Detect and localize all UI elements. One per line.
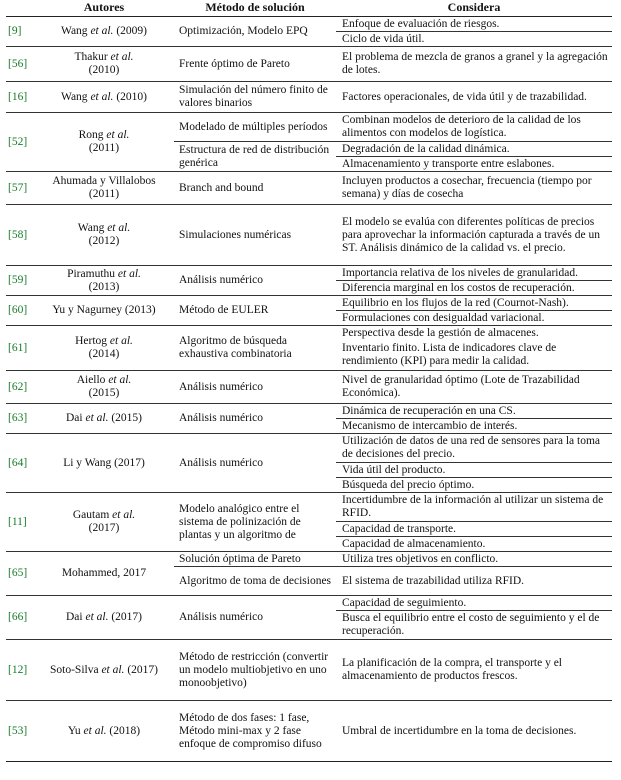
header-row bbox=[6, 0, 612, 17]
considera-cell: El modelo se evalúa con diferentes políticas de precios para aprovechar la información capturada a través de un ST. Análisis dinámico de la calidad vs. el precio. bbox=[336, 205, 612, 266]
ref-link[interactable]: [59] bbox=[6, 266, 34, 296]
considera-cell: Utiliza tres objetivos en conflicto. bbox=[336, 552, 612, 567]
literature-table bbox=[6, 0, 612, 762]
considera-cell: La planificación de la compra, el transporte y el almacenamiento de productos frescos. bbox=[336, 640, 612, 701]
considera-cell: Busca el equilibrio entre el costo de seguimiento y el de recuperación. bbox=[336, 611, 612, 640]
considera-cell: Mecanismo de intercambio de interés. bbox=[336, 419, 612, 434]
method-cell: Solución óptima de Pareto bbox=[174, 552, 336, 567]
considera-cell: Factores operacionales, de vida útil y de trazabilidad. bbox=[336, 82, 612, 113]
method-cell: Modelado de múltiples períodos bbox=[174, 113, 336, 142]
ref-link[interactable]: [11] bbox=[6, 493, 34, 552]
ref-link[interactable]: [62] bbox=[6, 371, 34, 404]
considera-cell: Capacidad de almacenamiento. bbox=[336, 537, 612, 552]
author-cell: Wang et al. (2010) bbox=[34, 82, 174, 113]
table-row bbox=[6, 296, 612, 311]
author-cell: Yu y Nagurney (2013) bbox=[34, 296, 174, 326]
considera-cell: Búsqueda del precio óptimo. bbox=[336, 478, 612, 493]
considera-cell: Almacenamiento y transporte entre eslabones. bbox=[336, 157, 612, 172]
table-row bbox=[6, 113, 612, 142]
considera-cell: Dinámica de recuperación en una CS. bbox=[336, 404, 612, 419]
considera-cell: Diferencia marginal en los costos de recuperación. bbox=[336, 281, 612, 296]
table-row bbox=[6, 640, 612, 701]
method-cell: Método de dos fases: 1 fase, Método mini-max y 2 fase enfoque de compromiso difuso bbox=[174, 701, 336, 762]
table-row bbox=[6, 701, 612, 762]
table-row bbox=[6, 552, 612, 567]
method-cell: Algoritmo de búsqueda exhaustiva combinatoria bbox=[174, 326, 336, 371]
considera-cell: Importancia relativa de los niveles de granularidad. bbox=[336, 266, 612, 281]
ref-link[interactable]: [16] bbox=[6, 82, 34, 113]
method-cell: Frente óptimo de Pareto bbox=[174, 47, 336, 82]
considera-cell: El problema de mezcla de granos a granel y la agregación de lotes. bbox=[336, 47, 612, 82]
method-cell: Simulaciones numéricas bbox=[174, 205, 336, 266]
method-cell: Análisis numérico bbox=[174, 596, 336, 640]
considera-cell: Ciclo de vida útil. bbox=[336, 32, 612, 47]
author-cell: Ahumada y Villalobos (2011) bbox=[34, 172, 174, 205]
author-cell: Wang et al. (2012) bbox=[34, 205, 174, 266]
ref-link[interactable]: [12] bbox=[6, 640, 34, 701]
considera-cell: El sistema de trazabilidad utiliza RFID. bbox=[336, 567, 612, 596]
method-cell: Método de restricción (convertir un modelo multiobjetivo en uno monoobjetivo) bbox=[174, 640, 336, 701]
ref-link[interactable]: [66] bbox=[6, 596, 34, 640]
ref-link[interactable]: [52] bbox=[6, 113, 34, 172]
table-row bbox=[6, 266, 612, 281]
table-row bbox=[6, 326, 612, 341]
author-cell: Hertog et al. (2014) bbox=[34, 326, 174, 371]
considera-cell: Utilización de datos de una red de sensores para la toma de decisiones del precio. bbox=[336, 434, 612, 463]
header-ref bbox=[6, 0, 34, 17]
table-row bbox=[6, 172, 612, 205]
header-metodo: Método de solución bbox=[174, 0, 336, 17]
author-cell: Li y Wang (2017) bbox=[34, 434, 174, 493]
ref-link[interactable]: [57] bbox=[6, 172, 34, 205]
header-autores: Autores bbox=[34, 0, 174, 17]
header-considera: Considera bbox=[336, 0, 612, 17]
considera-cell: Incertidumbre de la información al utilizar un sistema de RFID. bbox=[336, 493, 612, 522]
ref-link[interactable]: [56] bbox=[6, 47, 34, 82]
ref-link[interactable]: [61] bbox=[6, 326, 34, 371]
author-cell: Piramuthu et al. (2013) bbox=[34, 266, 174, 296]
table-row bbox=[6, 17, 612, 32]
table-row bbox=[6, 404, 612, 419]
author-cell: Dai et al. (2017) bbox=[34, 596, 174, 640]
ref-link[interactable]: [58] bbox=[6, 205, 34, 266]
author-cell: Yu et al. (2018) bbox=[34, 701, 174, 762]
author-cell: Wang et al. (2009) bbox=[34, 17, 174, 47]
table-row bbox=[6, 82, 612, 113]
considera-cell: Vida útil del producto. bbox=[336, 463, 612, 478]
method-cell: Análisis numérico bbox=[174, 266, 336, 296]
table-row bbox=[6, 47, 612, 82]
ref-link[interactable]: [9] bbox=[6, 17, 34, 47]
considera-cell: Perspectiva desde la gestión de almacenes. bbox=[336, 326, 612, 341]
method-cell: Optimización, Modelo EPQ bbox=[174, 17, 336, 47]
considera-cell: Nivel de granularidad óptimo (Lote de Trazabilidad Económica). bbox=[336, 371, 612, 404]
author-cell: Soto-Silva et al. (2017) bbox=[34, 640, 174, 701]
table-row bbox=[6, 371, 612, 404]
author-cell: Thakur et al. (2010) bbox=[34, 47, 174, 82]
considera-cell: Inventario finito. Lista de indicadores clave de rendimiento (KPI) para medir la calidad. bbox=[342, 342, 557, 367]
ref-link[interactable]: [60] bbox=[6, 296, 34, 326]
ref-link[interactable]: [64] bbox=[6, 434, 34, 493]
considera-cell: Enfoque de evaluación de riesgos. bbox=[336, 17, 612, 32]
ref-link[interactable]: [63] bbox=[6, 404, 34, 434]
table-row bbox=[6, 434, 612, 463]
method-cell: Algoritmo de toma de decisiones bbox=[174, 567, 336, 596]
method-cell: Método de EULER bbox=[174, 296, 336, 326]
ref-link[interactable]: [65] bbox=[6, 552, 34, 596]
considera-cell: Capacidad de seguimiento. bbox=[336, 596, 612, 611]
considera-cell: Capacidad de transporte. bbox=[336, 522, 612, 537]
method-cell: Simulación del número finito de valores binarios bbox=[174, 82, 336, 113]
author-cell: Aiello et al. (2015) bbox=[34, 371, 174, 404]
method-cell: Modelo analógico entre el sistema de polinización de plantas y un algoritmo de bbox=[174, 493, 336, 552]
method-cell: Branch and bound bbox=[174, 172, 336, 205]
considera-cell: Umbral de incertidumbre en la toma de decisiones. bbox=[336, 701, 612, 762]
method-cell: Análisis numérico bbox=[174, 371, 336, 404]
considera-cell: Formulaciones con desigualdad variacional. bbox=[336, 311, 612, 326]
author-cell: Mohammed, 2017 bbox=[34, 552, 174, 596]
author-cell: Rong et al. (2011) bbox=[34, 113, 174, 172]
table-row bbox=[6, 205, 612, 266]
table-row bbox=[6, 596, 612, 611]
considera-cell: Equilibrio en los flujos de la red (Cournot-Nash). bbox=[336, 296, 612, 311]
method-cell: Estructura de red de distribución genérica bbox=[174, 142, 336, 172]
table-row bbox=[6, 493, 612, 522]
method-cell: Análisis numérico bbox=[174, 434, 336, 493]
method-cell: Análisis numérico bbox=[174, 404, 336, 434]
author-cell: Dai et al. (2015) bbox=[34, 404, 174, 434]
author-cell: Gautam et al. (2017) bbox=[34, 493, 174, 552]
considera-cell: Degradación de la calidad dinámica. bbox=[336, 142, 612, 157]
ref-link[interactable]: [53] bbox=[6, 701, 34, 762]
considera-cell: Combinan modelos de deterioro de la calidad de los alimentos con modelos de logística. bbox=[336, 113, 612, 142]
considera-cell: Incluyen productos a cosechar, frecuencia (tiempo por semana) y días de cosecha bbox=[336, 172, 612, 205]
